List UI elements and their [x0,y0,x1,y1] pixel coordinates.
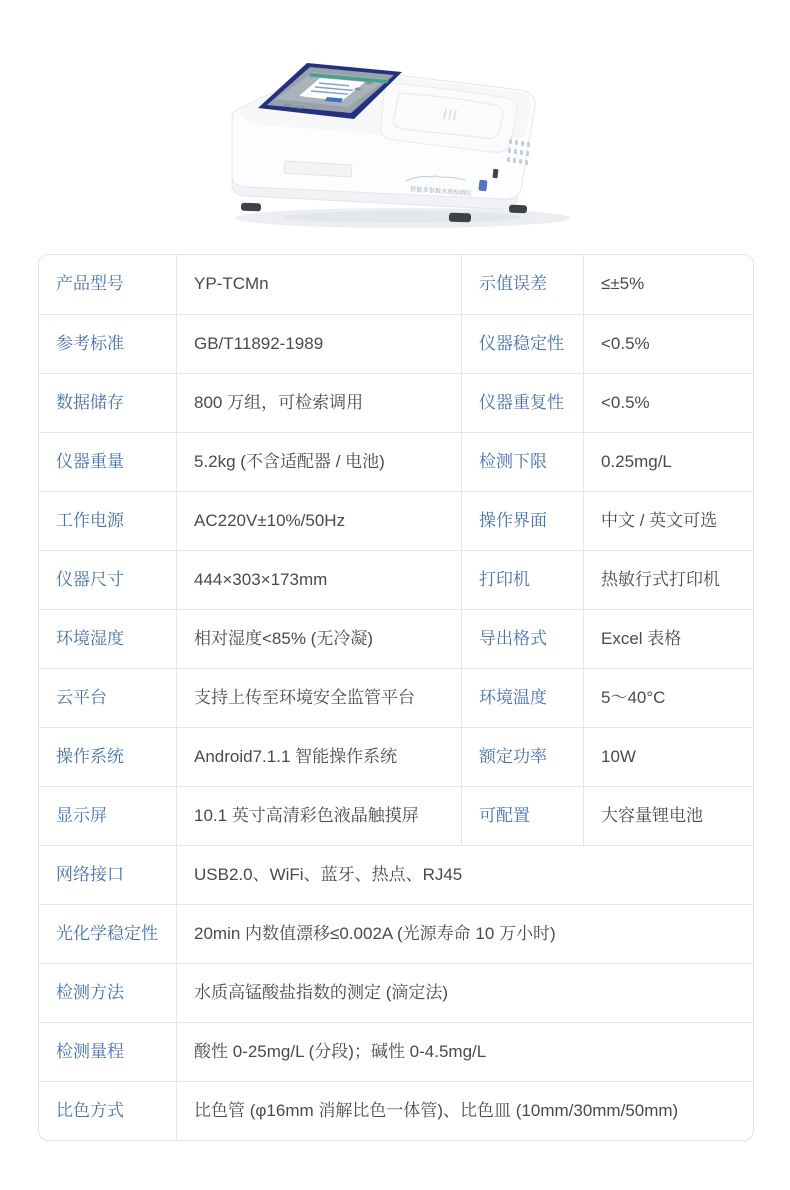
spec-value: <0.5% [583,373,753,432]
spec-row [39,786,753,845]
spec-label: 检测量程 [39,1022,176,1081]
spec-label: 可配置 [461,786,583,845]
spec-label: 操作系统 [39,727,176,786]
spec-label: 检测下限 [461,432,583,491]
spec-row [39,609,753,668]
spec-row [39,727,753,786]
spec-value: 5～40°C [583,668,753,727]
spec-value: 比色管 (φ16mm 消解比色一体管)、比色皿 (10mm/30mm/50mm) [176,1081,753,1140]
spec-label: 光化学稳定性 [39,904,176,963]
spec-label: 产品型号 [56,274,124,294]
spec-value: 大容量锂电池 [583,786,753,845]
spec-label: 打印机 [461,550,583,609]
spec-label: 工作电源 [39,491,176,550]
spec-label: 仪器重复性 [461,373,583,432]
logo-badge-icon [478,180,487,192]
spec-label: 导出格式 [461,609,583,668]
spec-value: GB/T11892-1989 [176,314,461,373]
water-quality-analyzer-image [203,18,593,240]
spec-value: 热敏行式打印机 [583,550,753,609]
spec-label: 云平台 [39,668,176,727]
spec-row [39,373,753,432]
spec-row [39,432,753,491]
spec-row [39,550,753,609]
spec-value: 800 万组，可检索调用 [176,373,461,432]
spec-row [39,963,753,1022]
spec-label: 显示屏 [39,786,176,845]
brand-text: 智能多参数水质检测仪 [409,186,473,198]
spec-label: 额定功率 [461,727,583,786]
spec-value: 水质高锰酸盐指数的测定 (滴定法) [176,963,753,1022]
spec-value: 10W [583,727,753,786]
spec-value: 5.2kg (不含适配器 / 电池) [176,432,461,491]
product-photo-area [0,0,790,252]
spec-value: 中文 / 英文可选 [583,491,753,550]
spec-row [39,1081,753,1140]
spec-row [39,668,753,727]
spec-value: 20min 内数值漂移≤0.002A (光源寿命 10 万小时) [176,904,753,963]
spec-label: 仪器尺寸 [39,550,176,609]
spec-row [39,845,753,904]
spec-row [39,1022,753,1081]
spec-label: 网络接口 [39,845,176,904]
spec-value: USB2.0、WiFi、蓝牙、热点、RJ45 [176,845,753,904]
spec-label: 操作界面 [461,491,583,550]
spec-value: YP-TCMn [176,255,461,314]
spec-value: ≤±5% [583,255,753,314]
spec-table-container [38,254,752,1141]
spec-label: 比色方式 [39,1081,176,1140]
spec-value: <0.5% [583,314,753,373]
spec-value: 支持上传至环境安全监管平台 [176,668,461,727]
spec-table-body [39,255,753,1140]
spec-label: 检测方法 [39,963,176,1022]
spec-value: 酸性 0-25mg/L (分段)；碱性 0-4.5mg/L [176,1022,753,1081]
spec-label: 环境湿度 [39,609,176,668]
spec-table [38,254,754,1141]
spec-label: 仪器稳定性 [461,314,583,373]
spec-row [39,255,753,314]
spec-value: AC220V±10%/50Hz [176,491,461,550]
spec-value: Excel 表格 [583,609,753,668]
spec-value: 相对湿度<85% (无冷凝) [176,609,461,668]
spec-label: 参考标准 [39,314,176,373]
spec-value: 10.1 英寸高清彩色液晶触摸屏 [176,786,461,845]
spec-value: Android7.1.1 智能操作系统 [176,727,461,786]
usb-port [492,169,498,178]
device-shadow-core [283,211,523,223]
spec-row [39,491,753,550]
spec-value: 0.25mg/L [583,432,753,491]
spec-label: 仪器重量 [39,432,176,491]
spec-row [39,314,753,373]
spec-label: 环境温度 [461,668,583,727]
spec-label: 示值误差 [461,255,583,314]
spec-label: 数据储存 [39,373,176,432]
spec-row [39,904,753,963]
spec-value: 444×303×173mm [176,550,461,609]
